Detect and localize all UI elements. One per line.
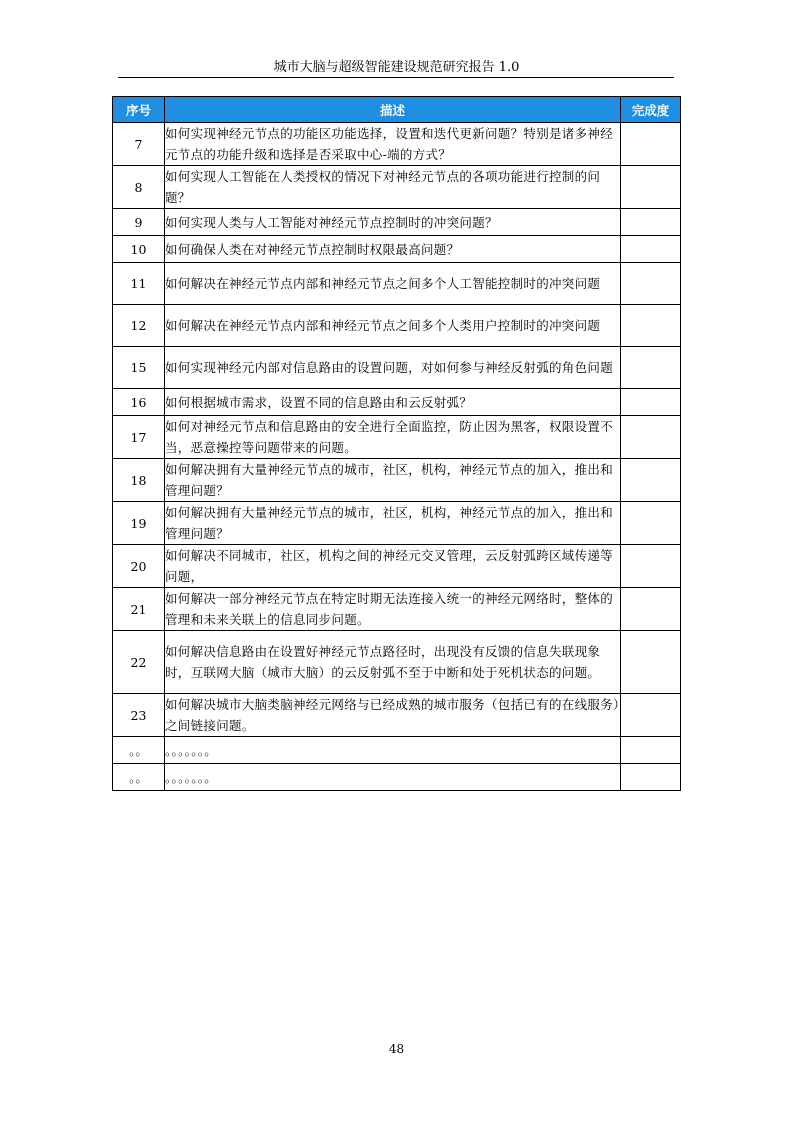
row-number: 8 bbox=[113, 166, 165, 209]
row-completion bbox=[621, 416, 681, 459]
row-description: 如何解决信息路由在设置好神经元节点路径时，出现没有反馈的信息失联现象时，互联网大脑（城市大脑）的云反射弧不至于中断和处于死机状态的问题。 bbox=[165, 631, 621, 694]
table-row bbox=[113, 123, 681, 166]
table-row bbox=[113, 209, 681, 236]
row-description: 如何解决城市大脑类脑神经元网络与已经成熟的城市服务（包括已有的在线服务）之间链接问题。 bbox=[165, 694, 621, 737]
table-row bbox=[113, 236, 681, 263]
row-description: 如何实现人工智能在人类授权的情况下对神经元节点的各项功能进行控制的问题？ bbox=[165, 166, 621, 209]
table-header-row bbox=[113, 97, 681, 123]
table-row bbox=[113, 347, 681, 389]
row-completion bbox=[621, 764, 681, 791]
row-completion bbox=[621, 694, 681, 737]
table-row bbox=[113, 764, 681, 791]
row-number: 12 bbox=[113, 305, 165, 347]
table-row bbox=[113, 416, 681, 459]
row-number: 7 bbox=[113, 123, 165, 166]
row-description: 如何解决拥有大量神经元节点的城市，社区，机构，神经元节点的加入，推出和管理问题？ bbox=[165, 459, 621, 502]
row-description: 。。。。。。。 bbox=[165, 737, 621, 764]
row-description: 。。。。。。。 bbox=[165, 764, 621, 791]
row-completion bbox=[621, 305, 681, 347]
column-header-completion: 完成度 bbox=[621, 97, 681, 123]
column-header-description: 描述 bbox=[165, 97, 621, 123]
table-row bbox=[113, 502, 681, 545]
row-number: 18 bbox=[113, 459, 165, 502]
row-completion bbox=[621, 588, 681, 631]
requirements-table bbox=[112, 96, 681, 791]
row-description: 如何实现神经元节点的功能区功能选择，设置和迭代更新问题？特别是诸多神经元节点的功能升级和选择是否采取中心-端的方式？ bbox=[165, 123, 621, 166]
row-number: 22 bbox=[113, 631, 165, 694]
table-row bbox=[113, 459, 681, 502]
header-divider bbox=[118, 77, 674, 78]
row-number: 10 bbox=[113, 236, 165, 263]
row-number: 21 bbox=[113, 588, 165, 631]
row-completion bbox=[621, 459, 681, 502]
row-description: 如何解决拥有大量神经元节点的城市，社区，机构，神经元节点的加入，推出和管理问题？ bbox=[165, 502, 621, 545]
table-row bbox=[113, 588, 681, 631]
row-description: 如何实现人类与人工智能对神经元节点控制时的冲突问题？ bbox=[165, 209, 621, 236]
table-body bbox=[113, 123, 681, 791]
row-completion bbox=[621, 123, 681, 166]
table-row bbox=[113, 545, 681, 588]
row-number: 17 bbox=[113, 416, 165, 459]
row-completion bbox=[621, 545, 681, 588]
row-completion bbox=[621, 236, 681, 263]
row-description: 如何对神经元节点和信息路由的安全进行全面监控，防止因为黑客，权限设置不当，恶意操控等问题带来的问题。 bbox=[165, 416, 621, 459]
column-header-number: 序号 bbox=[113, 97, 165, 123]
table-row bbox=[113, 737, 681, 764]
row-number: 23 bbox=[113, 694, 165, 737]
row-description: 如何解决在神经元节点内部和神经元节点之间多个人工智能控制时的冲突问题 bbox=[165, 263, 621, 305]
row-completion bbox=[621, 737, 681, 764]
table-row bbox=[113, 305, 681, 347]
table-row bbox=[113, 389, 681, 416]
header-title: 城市大脑与超级智能建设规范研究报告 1.0 bbox=[273, 60, 520, 75]
row-description: 如何解决一部分神经元节点在特定时期无法连接入统一的神经元网络时，整体的管理和未来关联上的信息同步问题。 bbox=[165, 588, 621, 631]
row-completion bbox=[621, 347, 681, 389]
row-completion bbox=[621, 209, 681, 236]
row-completion bbox=[621, 502, 681, 545]
row-number: 15 bbox=[113, 347, 165, 389]
row-completion bbox=[621, 389, 681, 416]
row-completion bbox=[621, 263, 681, 305]
row-description: 如何解决在神经元节点内部和神经元节点之间多个人类用户控制时的冲突问题 bbox=[165, 305, 621, 347]
row-number: 19 bbox=[113, 502, 165, 545]
row-completion bbox=[621, 166, 681, 209]
row-number: 9 bbox=[113, 209, 165, 236]
row-description: 如何根据城市需求，设置不同的信息路由和云反射弧？ bbox=[165, 389, 621, 416]
table-row bbox=[113, 631, 681, 694]
row-number: 。。 bbox=[113, 764, 165, 791]
page-number: 48 bbox=[388, 1042, 405, 1056]
table-row bbox=[113, 166, 681, 209]
table-row bbox=[113, 694, 681, 737]
table-row bbox=[113, 263, 681, 305]
row-description: 如何实现神经元内部对信息路由的设置问题，对如何参与神经反射弧的角色问题 bbox=[165, 347, 621, 389]
row-number: 16 bbox=[113, 389, 165, 416]
row-completion bbox=[621, 631, 681, 694]
row-description: 如何确保人类在对神经元节点控制时权限最高问题？ bbox=[165, 236, 621, 263]
row-number: 11 bbox=[113, 263, 165, 305]
row-number: 20 bbox=[113, 545, 165, 588]
row-number: 。。 bbox=[113, 737, 165, 764]
row-description: 如何解决不同城市，社区，机构之间的神经元交叉管理，云反射弧跨区域传递等问题， bbox=[165, 545, 621, 588]
